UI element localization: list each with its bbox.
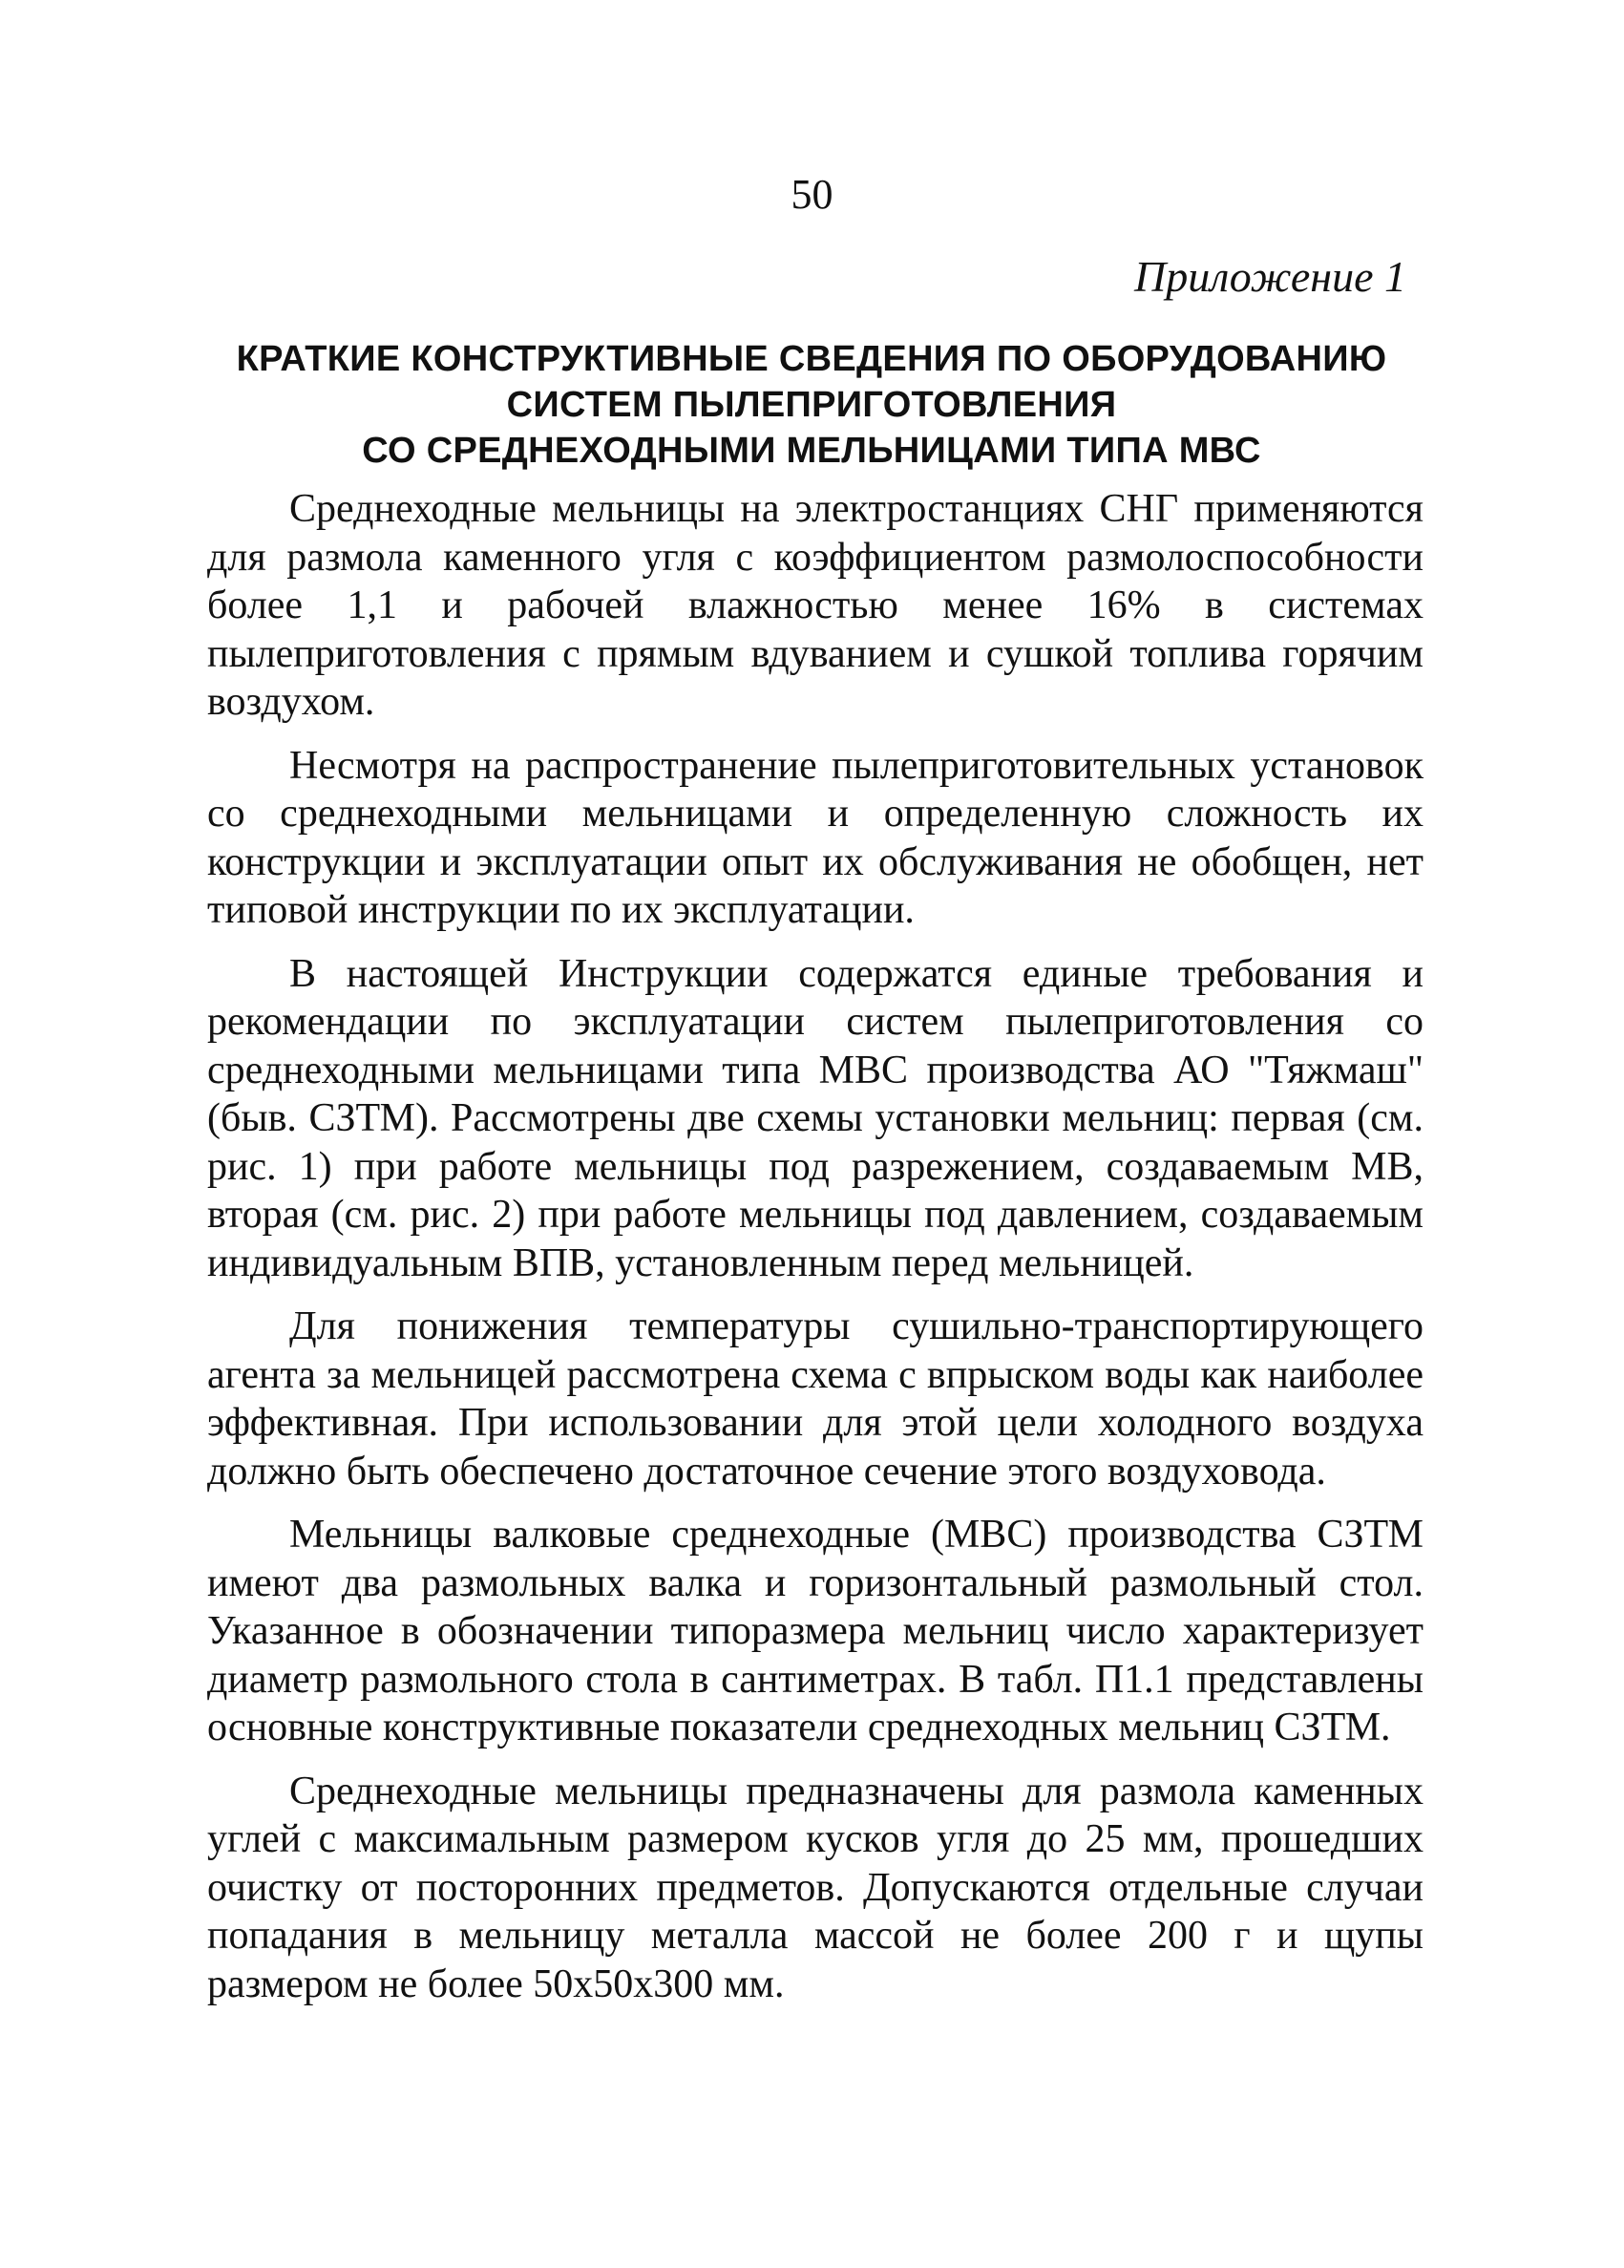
- paragraph-4: Для понижения температуры сушильно-транспортирующего агента за мельницей рассмотрена схема с впрыском воды как наиболее эффективная. При использовании для этой цели холодного воздуха должно быть обеспечено достаточное сечение этого воздуховода.: [207, 1304, 1424, 1494]
- paragraph-6: Среднеходные мельницы предназначены для размола каменных углей с максимальным размером кусков угля до 25 мм, прошедших очистку от посторонних предметов. Допускаются отдельные случаи попадания в мельницу металла массой не более 200 г и щупы размером не более 50х50х300 мм.: [207, 1769, 1424, 2006]
- paragraph-5: Мельницы валковые среднеходные (МВС) производства СЗТМ имеют два размольных валка и горизонтальный размольный стол. Указанное в обозначении типоразмера мельниц число характеризует диаметр размольного стола в сантиметрах. В табл. П1.1 представлены основные конструктивные показатели среднеходных мельниц СЗТМ.: [207, 1513, 1424, 1749]
- appendix-label: Приложение 1: [1133, 252, 1406, 301]
- heading-line-1: КРАТКИЕ КОНСТРУКТИВНЫЕ СВЕДЕНИЯ ПО ОБОРУДОВАНИЮ: [236, 339, 1387, 379]
- heading-line-3: СО СРЕДНЕХОДНЫМИ МЕЛЬНИЦАМИ ТИПА МВС: [362, 431, 1261, 471]
- paragraph-1: Среднеходные мельницы на электростанциях СНГ применяются для размола каменного угля с коэффициентом размолоспособности более 1,1 и рабочей влажностью менее 16% в системах пылеприготовления с прямым вдуванием и сушкой топлива горячим воздухом.: [207, 487, 1424, 724]
- body-text: [207, 485, 1424, 2008]
- paragraph-2: Несмотря на распространение пылеприготовительных установок со среднеходными мельницами и определенную сложность их конструкции и эксплуатации опыт их обслуживания не обобщен, нет типовой инструкции по их эксплуатации.: [207, 743, 1424, 932]
- page-number: 50: [791, 171, 833, 218]
- section-heading: [191, 336, 1432, 474]
- paragraph-3: В настоящей Инструкции содержатся единые требования и рекомендации по эксплуатации систем пылеприготовления со среднеходными мельницами типа МВС производства АО "Тяжмаш" (быв. СЗТМ). Рассмотрены две схемы установки мельниц: первая (см. рис. 1) при работе мельницы под разрежением, создаваемым МВ, вторая (см. рис. 2) при работе мельницы под давлением, создаваемым индивидуальным ВПВ, установленным перед мельницей.: [207, 951, 1424, 1285]
- heading-line-2: СИСТЕМ ПЫЛЕПРИГОТОВЛЕНИЯ: [506, 385, 1117, 425]
